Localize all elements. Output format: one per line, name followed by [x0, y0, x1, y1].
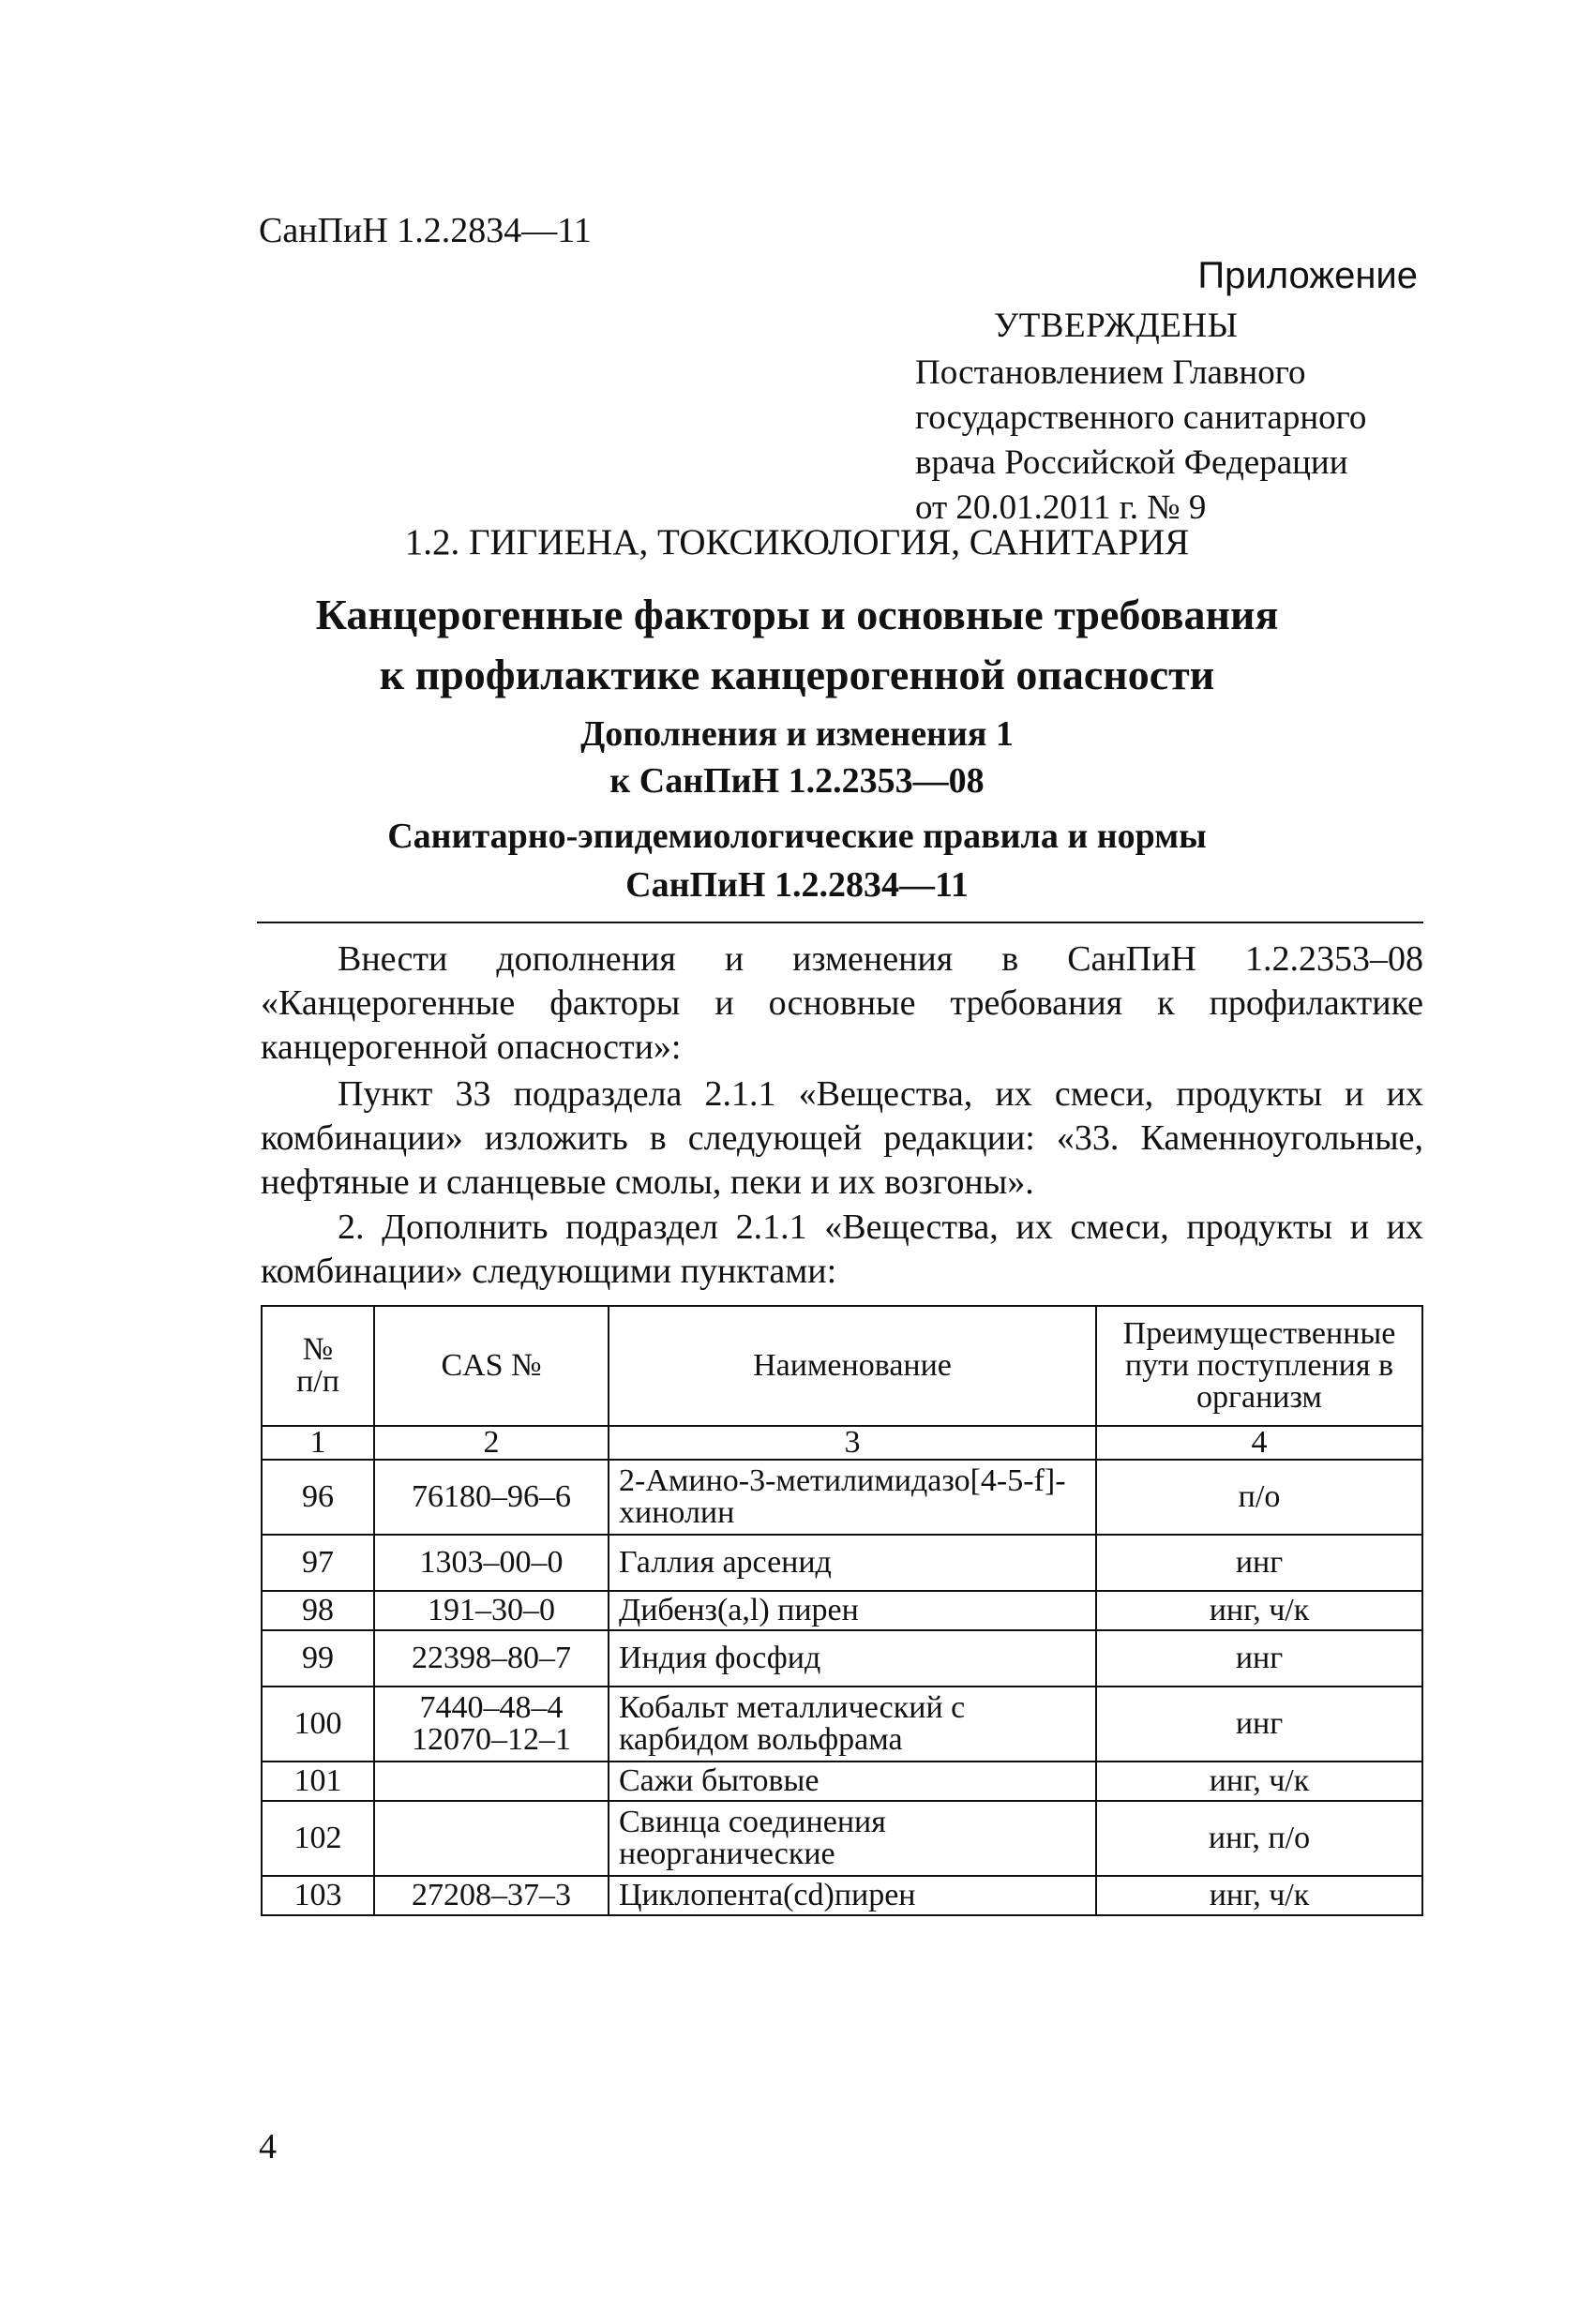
cell-cas: 1303–00–0	[374, 1535, 609, 1591]
cell-route: инг	[1096, 1630, 1422, 1687]
title-line: Канцерогенные факторы и основные требования	[315, 591, 1279, 638]
paragraph-text: Внести дополнения и изменения в СанПиН 1.2.2353–08 «Канцерогенные факторы и основные требования к профилактике канцерогенной опасности»:	[261, 939, 1423, 1067]
decree-block	[915, 351, 1366, 531]
cell-cas: 76180–96–6	[374, 1460, 609, 1535]
cell-name: Индия фосфид	[609, 1630, 1096, 1687]
cell-num: 96	[262, 1460, 374, 1535]
cell-name: Галлия арсенид	[609, 1535, 1096, 1591]
decree-line: от 20.01.2011 г. № 9	[915, 488, 1207, 527]
cell-route: п/о	[1096, 1460, 1422, 1535]
cell-num: 97	[262, 1535, 374, 1591]
subtitle-line: Дополнения и изменения 1	[580, 714, 1014, 754]
subtitle-line: СанПиН 1.2.2834—11	[625, 865, 969, 905]
paragraph-text: 2. Дополнить подраздел 2.1.1 «Вещества, их смеси, продукты и их комбинации» следующими пунктами:	[261, 1207, 1423, 1291]
horizontal-rule	[257, 922, 1423, 923]
page-number: 4	[259, 2127, 277, 2167]
appendix-label: Приложение	[1197, 255, 1418, 296]
cell-cas: 191–30–0	[374, 1591, 609, 1630]
decree-line: врача Российской Федерации	[915, 443, 1348, 482]
header-route: Преимущественные пути поступления в организм	[1096, 1306, 1422, 1426]
cell-cas: 27208–37–3	[374, 1876, 609, 1915]
cell-route: инг	[1096, 1687, 1422, 1762]
cell-num: 99	[262, 1630, 374, 1687]
table-row	[262, 1535, 1422, 1591]
amendments-subtitle	[0, 711, 1594, 804]
document-title	[0, 585, 1594, 705]
cell-name: Циклопента(cd)пирен	[609, 1876, 1096, 1915]
paragraph-item-33	[261, 1072, 1423, 1205]
cell-route: инг, ч/к	[1096, 1876, 1422, 1915]
cell-cas	[374, 1762, 609, 1801]
header-num: № п/п	[262, 1306, 374, 1426]
cell-cas: 22398–80–7	[374, 1630, 609, 1687]
cell-name: Дибенз(a,l) пирен	[609, 1591, 1096, 1630]
column-number: 1	[262, 1426, 374, 1460]
cell-route: инг, ч/к	[1096, 1762, 1422, 1801]
cell-name: 2-Амино-3-метилимидазо[4-5-f]-хинолин	[609, 1460, 1096, 1535]
header-cas: CAS №	[374, 1306, 609, 1426]
decree-line: Постановлением Главного	[915, 353, 1306, 392]
approved-label: УТВЕРЖДЕНЫ	[994, 307, 1239, 345]
header-name: Наименование	[609, 1306, 1096, 1426]
paragraph-item-2	[261, 1206, 1423, 1294]
subtitle-line: к СанПиН 1.2.2353—08	[609, 761, 985, 801]
table-row	[262, 1460, 1422, 1535]
paragraph-text: Пункт 33 подраздела 2.1.1 «Вещества, их смеси, продукты и их комбинации» изложить в следующей редакции: «33. Каменноугольные, нефтяные и сланцевые смолы, пеки и их возгоны».	[261, 1074, 1423, 1202]
column-number: 2	[374, 1426, 609, 1460]
cell-name: Сажи бытовые	[609, 1762, 1096, 1801]
cell-num: 101	[262, 1762, 374, 1801]
table-row	[262, 1591, 1422, 1630]
document-code: СанПиН 1.2.2834—11	[259, 211, 592, 250]
cell-cas	[374, 1801, 609, 1876]
cell-route: инг, п/о	[1096, 1801, 1422, 1876]
cell-name: Свинца соединения неорганические	[609, 1801, 1096, 1876]
column-number: 3	[609, 1426, 1096, 1460]
column-number-row	[262, 1426, 1422, 1460]
decree-line: государственного санитарного	[915, 398, 1367, 437]
cell-route: инг, ч/к	[1096, 1591, 1422, 1630]
column-number: 4	[1096, 1426, 1422, 1460]
paragraph-intro	[261, 937, 1423, 1070]
cell-cas: 7440–48–4 12070–12–1	[374, 1687, 609, 1762]
carcinogens-table	[261, 1305, 1423, 1916]
cell-route: инг	[1096, 1535, 1422, 1591]
cell-num: 102	[262, 1801, 374, 1876]
subtitle-line: Санитарно-эпидемиологические правила и нормы	[387, 817, 1207, 856]
section-heading: 1.2. ГИГИЕНА, ТОКСИКОЛОГИЯ, САНИТАРИЯ	[404, 522, 1190, 562]
table-row	[262, 1876, 1422, 1915]
cell-name: Кобальт металлический с карбидом вольфрама	[609, 1687, 1096, 1762]
table-header-row	[262, 1306, 1422, 1426]
table-row	[262, 1801, 1422, 1876]
cell-num: 100	[262, 1687, 374, 1762]
table-row	[262, 1762, 1422, 1801]
rules-subtitle	[0, 812, 1594, 909]
cell-num: 98	[262, 1591, 374, 1630]
cell-num: 103	[262, 1876, 374, 1915]
table-row	[262, 1687, 1422, 1762]
title-line: к профилактике канцерогенной опасности	[379, 651, 1215, 698]
table-row	[262, 1630, 1422, 1687]
